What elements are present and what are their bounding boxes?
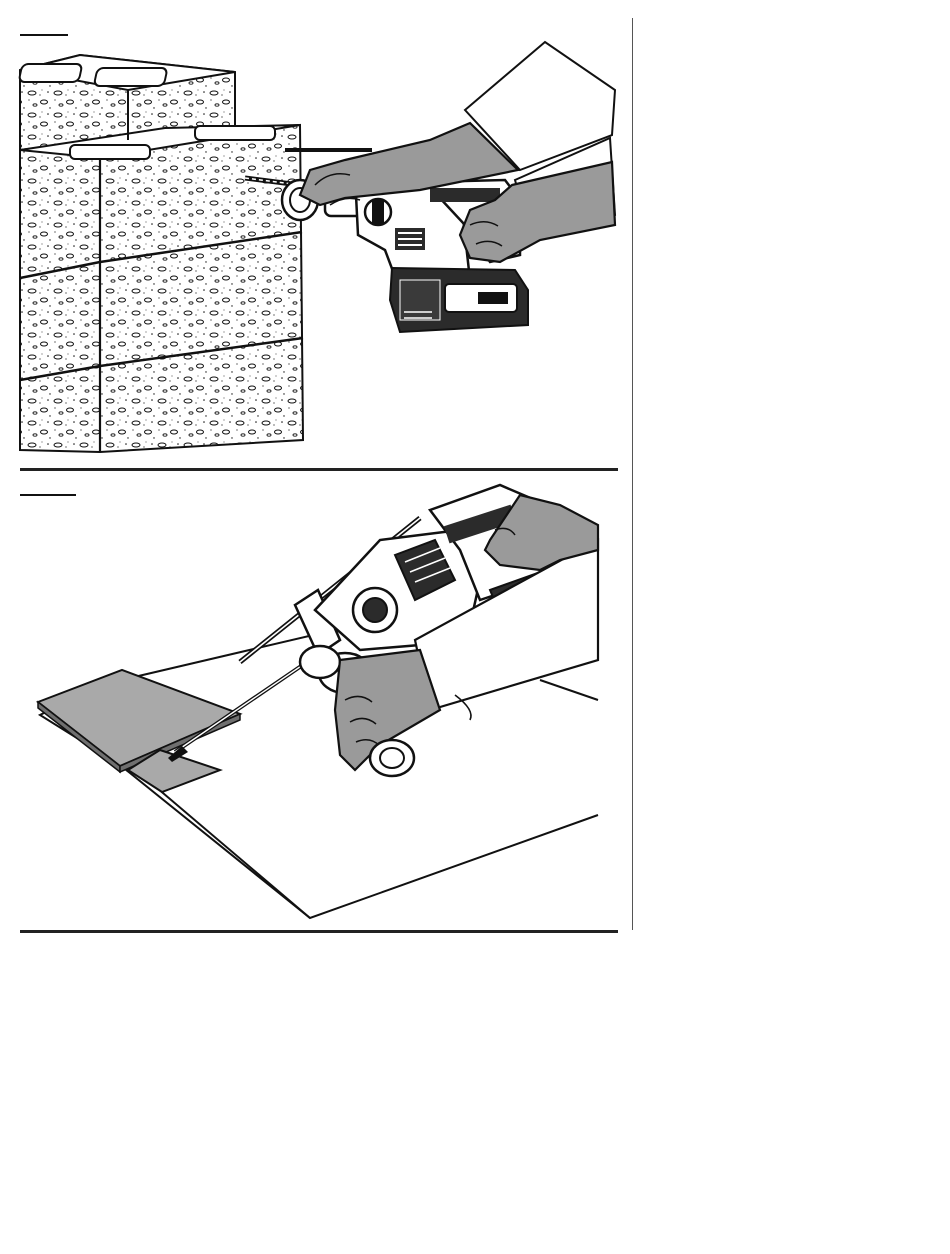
masonry-block-icon: [19, 55, 303, 452]
page-column-divider: [632, 18, 633, 930]
figure-b-bottom-rule: [20, 930, 618, 933]
figure-b-chiseling-tile: [0, 470, 632, 940]
figure-a-drilling-masonry: [0, 0, 632, 470]
masonry-drilling-illustration: [0, 0, 632, 470]
tile-chiseling-illustration: [0, 470, 632, 940]
floor-tile-icon: [38, 670, 240, 792]
